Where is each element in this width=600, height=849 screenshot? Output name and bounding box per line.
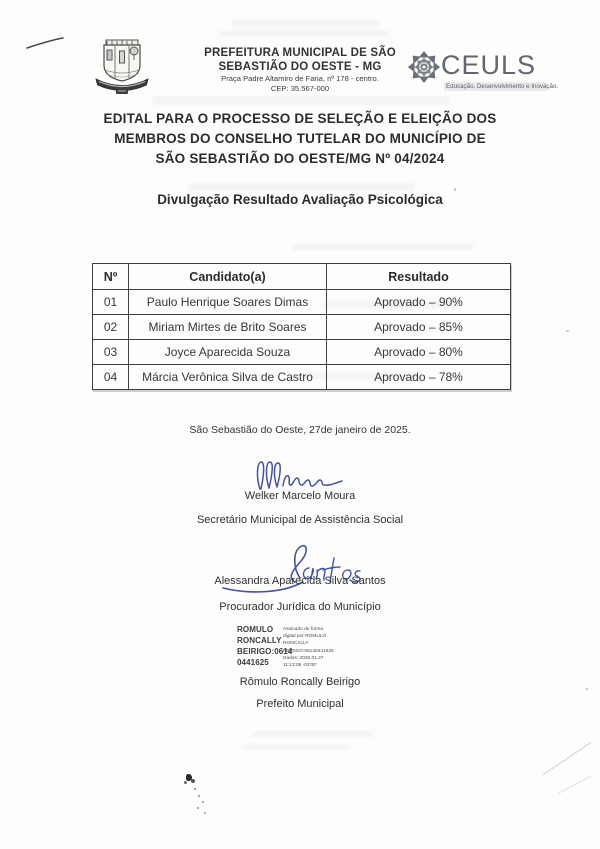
cell-result: Aprovado – 78% <box>327 365 511 390</box>
dsig-detail-line: 11:13:05 -03'00' <box>283 663 317 669</box>
bleed-through-mark <box>252 731 374 737</box>
table-row <box>93 365 511 390</box>
speck-mark <box>566 330 569 332</box>
signatory-role: Secretário Municipal de Assistência Social <box>196 514 404 526</box>
bleed-through-mark <box>242 744 350 750</box>
dsig-detail-line: digital por ROMULO <box>283 634 327 640</box>
document-title <box>0 109 600 169</box>
cell-candidate: Márcia Verônica Silva de Castro <box>129 365 327 390</box>
scratch-mark <box>558 775 592 794</box>
bleed-through-mark <box>292 243 474 250</box>
dsig-subject-line: BEIRIGO:0614 <box>237 647 293 656</box>
ceuls-starburst-icon <box>407 50 441 84</box>
table-row <box>93 315 511 340</box>
ceuls-tagline: Educação, Desenvolvimento e Inovação. <box>446 83 559 90</box>
dsig-detail-line: BEIRIGO:06140441625 <box>283 648 334 654</box>
ceuls-wordmark: CEULS <box>441 50 537 80</box>
dsig-detail-line: RONCALLY <box>283 641 309 647</box>
dsig-subject-line: RONCALLY <box>237 636 282 645</box>
dsig-subject-line: 0441625 <box>237 658 269 667</box>
cell-candidate: Paulo Henrique Soares Dimas <box>129 290 327 315</box>
org-cep: CEP: 35.567-000 <box>270 83 330 93</box>
title-line1: EDITAL PARA O PROCESSO DE SELEÇÃO E ELEIÇÃO DOS <box>103 111 497 126</box>
signatory-name: Welker Marcelo Moura <box>244 490 356 502</box>
digital-signature-details <box>283 626 343 669</box>
bleed-through-mark <box>188 183 414 191</box>
col-header-num: Nº <box>93 264 129 290</box>
title-line3: SÃO SEBASTIÃO DO OESTE/MG Nº 04/2024 <box>155 151 445 166</box>
cell-candidate: Miriam Mirtes de Brito Soares <box>129 315 327 340</box>
dsig-detail-line: Dados: 2025.01.27 <box>283 655 324 661</box>
cell-result: Aprovado – 90% <box>327 290 511 315</box>
signature-handwriting-santos <box>205 542 370 600</box>
cell-num: 03 <box>93 340 129 365</box>
table-row <box>93 290 511 315</box>
table-header-row <box>93 264 511 290</box>
signatory-name: Rômulo Roncally Beirigo <box>239 676 361 688</box>
dsig-subject-line: ROMULO <box>237 625 274 634</box>
speck-mark <box>454 188 456 191</box>
org-address-line: Praça Padre Altamiro de Faria, nº 178 - centro. <box>221 74 379 83</box>
table-row <box>93 340 511 365</box>
signatory-role: Procurador Jurídica do Município <box>219 601 381 613</box>
ceuls-logo <box>407 50 559 91</box>
cell-num: 02 <box>93 315 129 340</box>
title-line2: MEMBROS DO CONSELHO TUTELAR DO MUNICÍPIO DE <box>114 131 486 146</box>
col-header-candidate: Candidato(a) <box>129 264 327 290</box>
col-header-result: Resultado <box>327 264 511 290</box>
document-subtitle: Divulgação Resultado Avaliação Psicológica <box>157 192 443 207</box>
date-line: São Sebastião do Oeste, 27de janeiro de 2025. <box>189 424 411 436</box>
bleed-through-mark <box>232 19 380 27</box>
org-name-line2: SEBASTIÃO DO OESTE - MG <box>218 61 382 73</box>
cell-num: 04 <box>93 365 129 390</box>
speck-mark <box>586 688 588 690</box>
signatory-name: Alessandra Aparecida Silva Santos <box>214 575 386 587</box>
results-table <box>92 263 511 390</box>
scratch-mark <box>543 742 592 775</box>
cell-candidate: Joyce Aparecida Souza <box>129 340 327 365</box>
dsig-detail-line: Assinado de forma <box>283 627 323 632</box>
cell-result: Aprovado – 85% <box>327 315 511 340</box>
org-name-line1: PREFEITURA MUNICIPAL DE SÃO <box>204 47 396 59</box>
cell-num: 01 <box>93 290 129 315</box>
cell-result: Aprovado – 80% <box>327 340 511 365</box>
bleed-through-mark <box>152 96 450 105</box>
signatory-role: Prefeito Municipal <box>256 698 344 710</box>
bleed-through-mark <box>218 30 390 37</box>
